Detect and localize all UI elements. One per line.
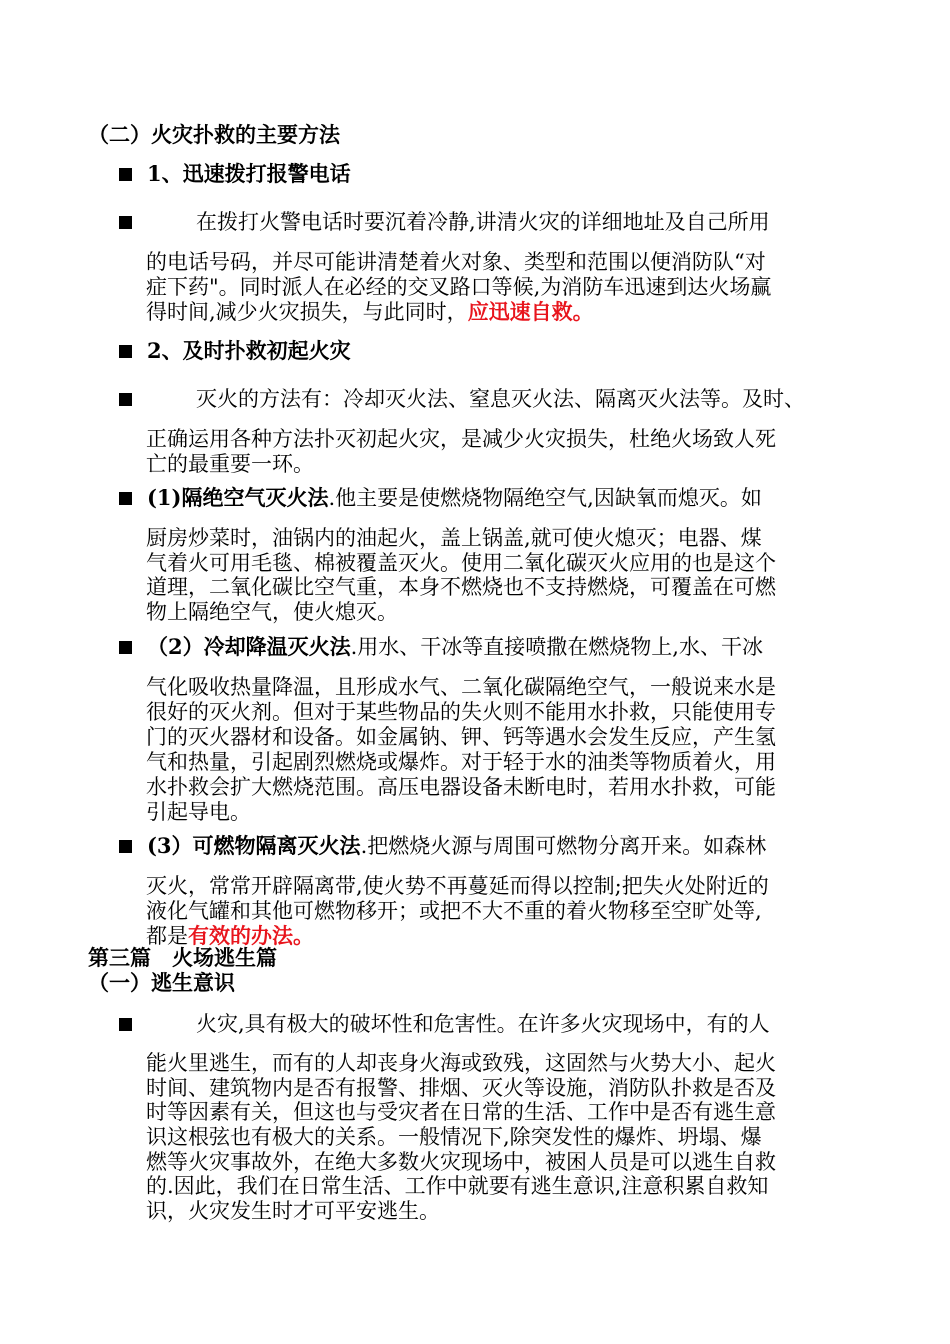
method2-line: 很好的灭火剂。但对于某些物品的失火则不能用水扑救，只能使用专 <box>146 700 776 724</box>
para2-line: 亡的最重要一环。 <box>146 452 314 476</box>
part3-para-line: 识这根弦也有极大的关系。一般情况下,除突发性的爆炸、坍塌、爆 <box>146 1125 762 1149</box>
method1-line: 气着火可用毛毯、棉被覆盖灭火。使用二氧化碳灭火应用的也是这个 <box>146 551 776 575</box>
part3-para-line: 识，火灾发生时才可平安逃生。 <box>146 1199 440 1223</box>
para1-line-last <box>146 300 594 324</box>
bullet-square-icon <box>119 168 132 181</box>
item-title-2: 2、及时扑救初起火灾 <box>147 338 351 363</box>
para1-text: 得时间,减少火灾损失，与此同时， <box>146 300 468 324</box>
method1-first-line <box>147 486 762 510</box>
bullet-square-icon <box>119 216 132 229</box>
bullet-square-icon <box>119 393 132 406</box>
method3-text: 都是 <box>146 924 188 948</box>
method3-text: .把燃烧火源与周围可燃物分离开来。如森林 <box>360 834 767 858</box>
method1-label: (1)隔绝空气灭火法 <box>147 485 329 510</box>
item-title-1: 1、迅速拨打报警电话 <box>147 161 351 186</box>
para2-line: 正确运用各种方法扑灭初起火灾，是减少火灾损失，杜绝火场致人死 <box>146 427 776 451</box>
method2-line: 气和热量，引起剧烈燃烧或爆炸。对于轻于水的油类等物质着火，用 <box>146 750 776 774</box>
bullet-square-icon <box>119 840 132 853</box>
method2-first-line <box>147 635 763 659</box>
para2-line: 灭火的方法有：冷却灭火法、窒息灭火法、隔离灭火法等。及时、 <box>196 387 805 411</box>
method1-line: 物上隔绝空气，使火熄灭。 <box>146 600 398 624</box>
bullet-square-icon <box>119 1018 132 1031</box>
method3-line: 液化气罐和其他可燃物移开；或把不大不重的着火物移至空旷处等, <box>146 899 762 923</box>
para1-line: 在拨打火警电话时要沉着冷静,讲清火灾的详细地址及自己所用 <box>196 210 770 234</box>
method3-line-last <box>146 924 314 948</box>
method3-label: (3）可燃物隔离灭火法 <box>147 833 361 858</box>
bullet-square-icon <box>119 492 132 505</box>
method2-line: 气化吸收热量降温，且形成水气、二氧化碳隔绝空气，一般说来水是 <box>146 675 776 699</box>
method2-text: .用水、干冰等直接喷撒在燃烧物上,水、干冰 <box>350 635 763 659</box>
part3-para-line: 火灾,具有极大的破坏性和危害性。在许多火灾现场中，有的人 <box>196 1012 770 1036</box>
part-title: 第三篇 火场逃生篇 <box>88 946 277 970</box>
method1-line: 厨房炒菜时，油锅内的油起火，盖上锅盖,就可使火熄灭；电器、煤 <box>146 526 762 550</box>
method2-line: 引起导电。 <box>146 800 251 824</box>
part3-para-line: 的.因此，我们在日常生活、工作中就要有逃生意识,注意积累自救知 <box>146 1174 769 1198</box>
part3-para-line: 时间、建筑物内是否有报警、排烟、灭火等设施，消防队扑救是否及 <box>146 1076 776 1100</box>
section-heading: （二）火灾扑救的主要方法 <box>88 122 340 147</box>
method3-first-line <box>147 834 766 858</box>
bullet-square-icon <box>119 641 132 654</box>
para1-line: 症下药"。同时派人在必经的交叉路口等候,为消防车迅速到达火场赢 <box>146 275 772 299</box>
emphasis-text: 有效的办法。 <box>188 923 314 948</box>
method2-line: 水扑救会扩大燃烧范围。高压电器设备未断电时，若用水扑救，可能 <box>146 775 776 799</box>
method2-label: （2）冷却降温灭火法 <box>147 634 351 659</box>
method2-line: 门的灭火器材和设备。如金属钠、钾、钙等遇水会发生反应，产生氢 <box>146 725 776 749</box>
method1-line: 道理，二氧化碳比空气重，本身不燃烧也不支持燃烧，可覆盖在可燃 <box>146 575 776 599</box>
para1-line: 的电话号码，并尽可能讲清楚着火对象、类型和范围以便消防队“对 <box>146 250 766 274</box>
method1-text: .他主要是使燃烧物隔绝空气,因缺氧而熄灭。如 <box>328 486 762 510</box>
part3-para-line: 能火里逃生，而有的人却丧身火海或致残，这固然与火势大小、起火 <box>146 1051 776 1075</box>
method3-line: 灭火，常常开辟隔离带,使火势不再蔓延而得以控制;把失火处附近的 <box>146 874 769 898</box>
sub-heading: （一）逃生意识 <box>88 970 235 995</box>
part3-para-line: 时等因素有关，但这也与受灾者在日常的生活、工作中是否有逃生意 <box>146 1100 776 1124</box>
bullet-square-icon <box>119 345 132 358</box>
part3-para-line: 燃等火灾事故外，在绝大多数火灾现场中，被困人员是可以逃生自救 <box>146 1150 776 1174</box>
emphasis-text: 应迅速自救。 <box>467 299 594 324</box>
